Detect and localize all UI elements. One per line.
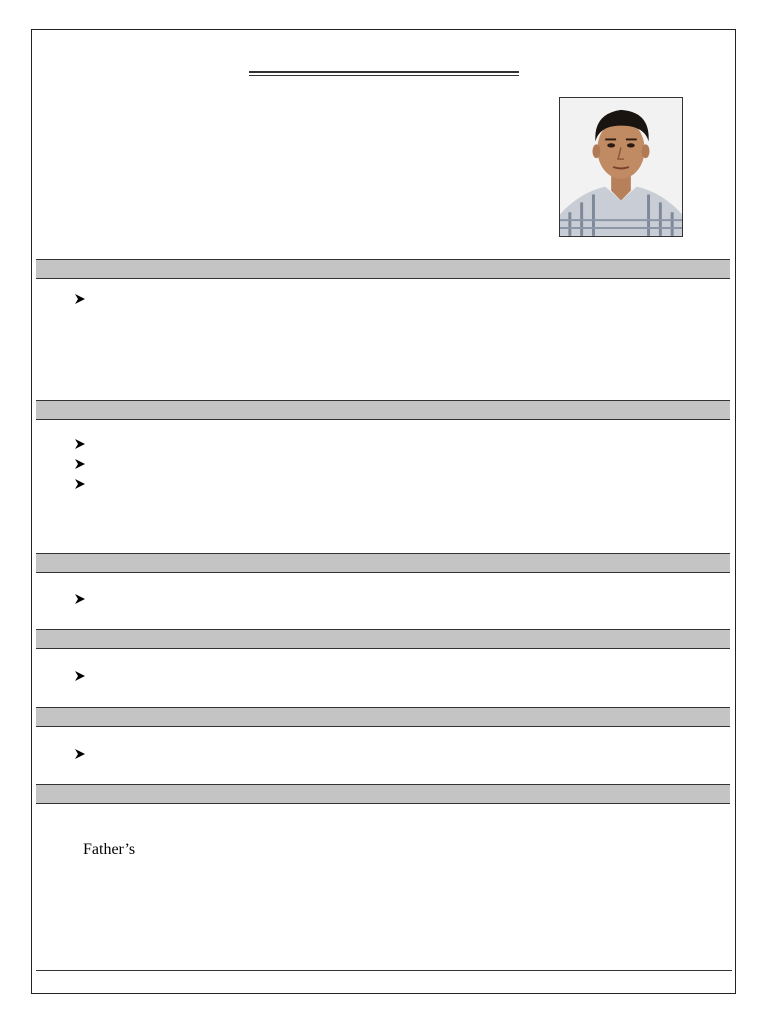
section-header-bar — [36, 400, 730, 420]
arrow-bullet-icon — [73, 437, 87, 451]
arrow-bullet-icon — [73, 592, 87, 606]
arrow-bullet-icon — [73, 457, 87, 471]
section-header-bar — [36, 784, 730, 804]
section-header-bar — [36, 629, 730, 649]
title-underline — [249, 71, 519, 76]
section-header-bar — [36, 259, 730, 279]
portrait-photo-icon — [560, 98, 682, 236]
profile-photo — [559, 97, 683, 237]
father-name-label: Father’s — [83, 841, 136, 858]
arrow-bullet-icon — [73, 669, 87, 683]
arrow-bullet-icon — [73, 747, 87, 761]
arrow-bullet-icon — [73, 292, 87, 306]
arrow-bullet-icon — [73, 477, 87, 491]
section-header-bar — [36, 707, 730, 727]
section-header-bar — [36, 553, 730, 573]
footer-divider — [36, 970, 732, 971]
